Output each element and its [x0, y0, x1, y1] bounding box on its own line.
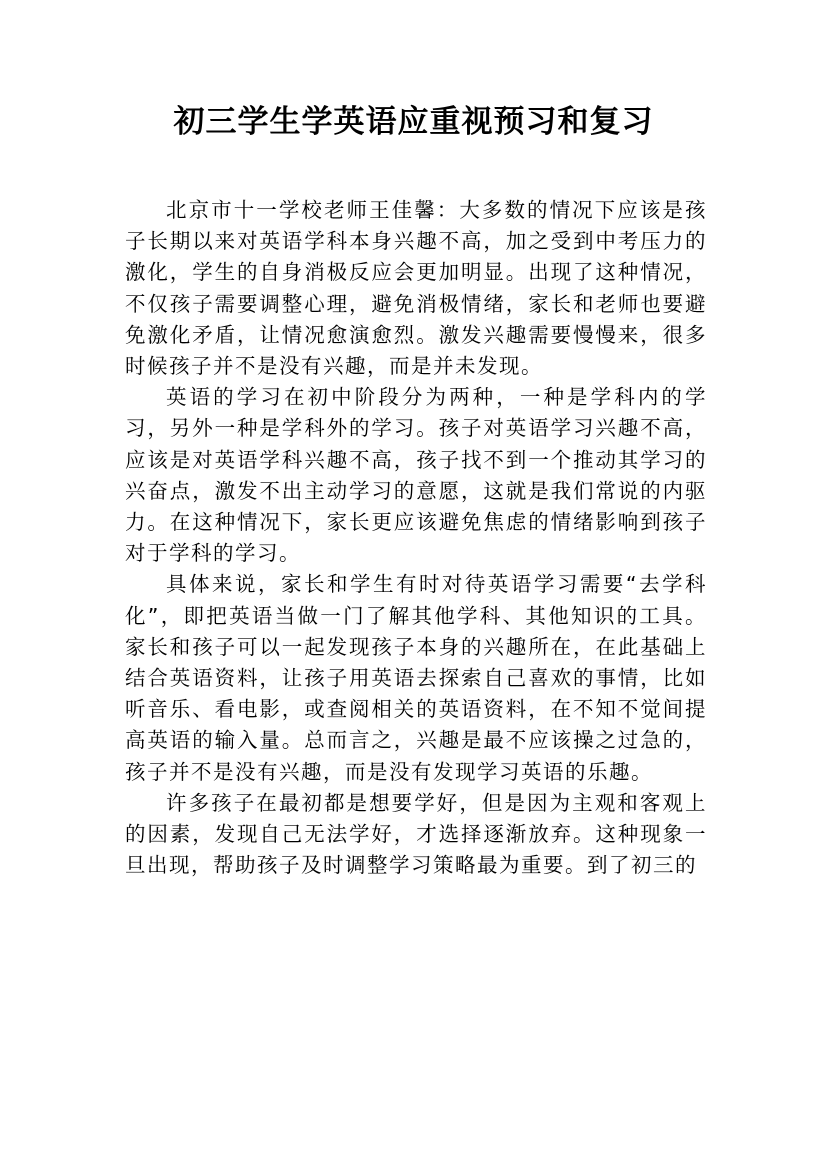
- document-title: 初三学生学英语应重视预习和复习: [173, 104, 654, 140]
- paragraph-2: 英语的学习在初中阶段分为两种，一种是学科内的学习，另外一种是学科外的学习。孩子对英语学习兴趣不高，应该是对英语学科兴趣不高，孩子找不到一个推动其学习的兴奋点，激发不出主动学习的意愿，这就是我们常说的内驱力。在这种情况下，家长更应该避免焦虑的情绪影响到孩子对于学科的学习。: [125, 385, 707, 566]
- paragraph-4: 许多孩子在最初都是想要学好，但是因为主观和客观上的因素，发现自己无法学好，才选择逐渐放弃。这种现象一旦出现，帮助孩子及时调整学习策略最为重要。到了初三的: [125, 790, 707, 878]
- paragraph-3: 具体来说，家长和学生有时对待英语学习需要“去学科化”，即把英语当做一门了解其他学科、其他知识的工具。家长和孩子可以一起发现孩子本身的兴趣所在，在此基础上结合英语资料，让孩子用英语去探索自己喜欢的事情，比如听音乐、看电影，或查阅相关的英语资料，在不知不觉间提高英语的输入量。总而言之，兴趣是最不应该操之过急的，孩子并不是没有兴趣，而是没有发现学习英语的乐趣。: [125, 572, 707, 784]
- paragraph-1: 北京市十一学校老师王佳馨：大多数的情况下应该是孩子长期以来对英语学科本身兴趣不高，加之受到中考压力的激化，学生的自身消极反应会更加明显。出现了这种情况，不仅孩子需要调整心理，避免消极情绪，家长和老师也要避免激化矛盾，让情况愈演愈烈。激发兴趣需要慢慢来，很多时候孩子并不是没有兴趣，而是并未发现。: [125, 198, 707, 379]
- document-body: [125, 195, 707, 881]
